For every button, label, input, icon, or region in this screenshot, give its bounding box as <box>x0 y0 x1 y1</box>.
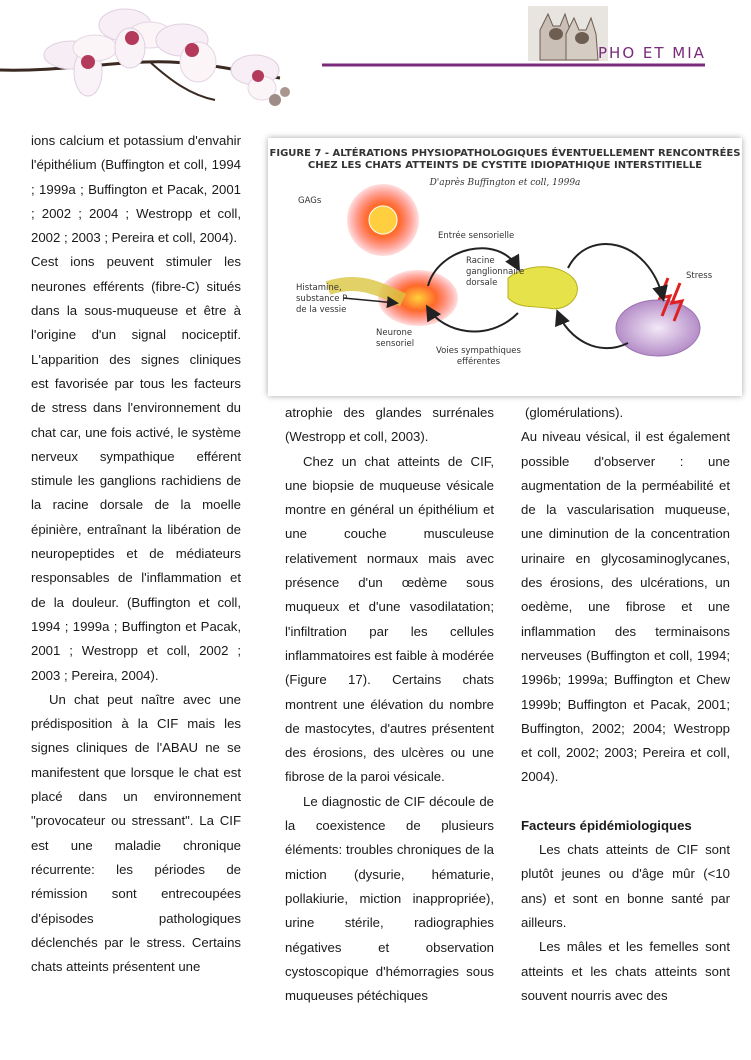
figure-title-line: FIGURE 7 - ALTÉRATIONS PHYSIOPATHOLOGIQUES ÉVENTUELLEMENT RENCONTRÉES <box>269 148 741 159</box>
figure-source: D'après Buffington et coll, 1999a <box>429 178 581 188</box>
section-heading: Facteurs épidémiologiques <box>521 817 692 833</box>
figure-label-line: Voies sympathiques <box>436 346 521 356</box>
figure-label-line: Racine <box>466 256 495 266</box>
figure-label: Entrée sensorielle <box>438 231 515 241</box>
figure-label-line: Histamine, <box>296 283 342 293</box>
figure-label-line: Neurone <box>376 328 413 338</box>
text-column-2 <box>285 401 494 1008</box>
figure-label: Stress <box>686 271 713 281</box>
paragraph: Chez un chat atteints de CIF, une biopsie de muqueuse vésicale montre en général un épithélium et une couche musculeuse relativement normaux mais avec présence d'un œdème sous muqueux et d'une vasodilatation; l'infiltration par les cellules inflammatoires est faible à modérée (Figure 17). Certains chats montrent une élévation du nombre de mastocytes, d'autres présentent des érosions, des ulcères ou une fibrose de la paroi vésicale. <box>285 453 494 785</box>
figure-label-line: substance P <box>296 294 348 304</box>
figure-label <box>376 328 414 350</box>
paragraph: ions calcium et potassium d'envahir l'épithélium (Buffington et coll, 1994 ; 1999a ; Buffington et Pacak, 2001 ; 2002 ; 2004 ; Westropp et coll, 2002 ; 2003 ; Pereira et coll, 2004). <box>31 133 241 246</box>
orchid-header-illustration <box>0 0 751 125</box>
figure-label-line: ganglionnaire <box>466 267 525 277</box>
figure-title-line: CHEZ LES CHATS ATTEINTS DE CYSTITE IDIOPATHIQUE INTERSTITIELLE <box>307 160 703 171</box>
figure-label-line: efférentes <box>456 357 501 367</box>
paragraph: Au niveau vésical, il est également possible d'observer : une augmentation de la perméabilité et de la vascularisation muqueuse, une diminution de la concentration urinaire en glycosaminoglycanes, des érosions, des ulcérations, un oedème, une fibrose et une inflammation des terminaisons nerveuses (Buffington et coll, 1994; 1996b; 1999a; Buffington et Chew 1999b; Buffington et Pacak, 2001; Buffington, 2002; 2004; Westropp et coll, 2002; 2003; Pereira et coll, 2004). <box>521 429 730 785</box>
paragraph: Les chats atteints de CIF sont plutôt jeunes ou d'âge mûr (<10 ans) et sont en bonne santé par ailleurs. <box>521 842 730 930</box>
page-header <box>0 0 751 125</box>
figure-7 <box>268 138 742 396</box>
brain-icon <box>616 300 700 356</box>
figure-label <box>296 283 347 316</box>
paragraph: Le diagnostic de CIF découle de la coexistence de plusieurs éléments: troubles chroniques de la miction (dysurie, hématurie, pollakiurie, miction inappropriée), urine stérile, radiographies négatives et observation cystoscopique d'hémorragies sous muqueuses pétéchiques <box>285 793 494 1004</box>
figure-label: GAGs <box>298 196 322 206</box>
text-column-3 <box>521 401 730 1008</box>
orchid-flower-icon <box>231 55 279 100</box>
figure-label <box>436 346 521 368</box>
figure-label <box>466 256 524 289</box>
paragraph: Les mâles et les femelles sont atteints et les chats atteints sont souvent nourris avec des <box>521 939 730 1003</box>
paragraph: atrophie des glandes surrénales (Westropp et coll, 2003). <box>285 405 494 445</box>
paragraph: Un chat peut naître avec une prédisposition à la CIF mais les signes cliniques de l'ABAU ne se manifestent que lorsque le chat est placé dans un environnement "provocateur ou stressant". La CIF est une maladie chronique récurrente: les périodes de rémission sont entrecoupées d'épisodes pathologiques déclenchés par le stress. Certains chats atteints présentent une <box>31 691 241 975</box>
paragraph: Cest ions peuvent stimuler les neurones efférents (fibre-C) situés dans la sous-muqueuse et être à l'origine d'un signal nociceptif. L'apparition des signes cliniques est favorisée par tous les facteurs de stress dans l'environnement du chat car, une fois activé, le système nerveux sympathique efférent stimule les ganglions rachidiens de la racine dorsale de la moelle épinière, entraînant la libération de neuropeptides et de médiateurs responsables de l'inflammation et de la douleur. (Buffington et coll, 1994 ; 1999a ; Buffington et Pacak, 2001 ; Westropp et coll, 2002 ; 2003 ; Pereira, 2004). <box>31 254 241 683</box>
figure-label-line: dorsale <box>466 278 498 288</box>
paragraph: (glomérulations). <box>525 405 624 420</box>
siamese-cats-photo <box>528 6 608 61</box>
site-brand: PHO ET MIA <box>598 44 706 62</box>
text-column-1 <box>31 129 241 979</box>
orchid-flower-icon <box>156 24 216 82</box>
figure-label-line: sensoriel <box>376 339 415 349</box>
figure-label-line: de la vessie <box>296 305 347 315</box>
